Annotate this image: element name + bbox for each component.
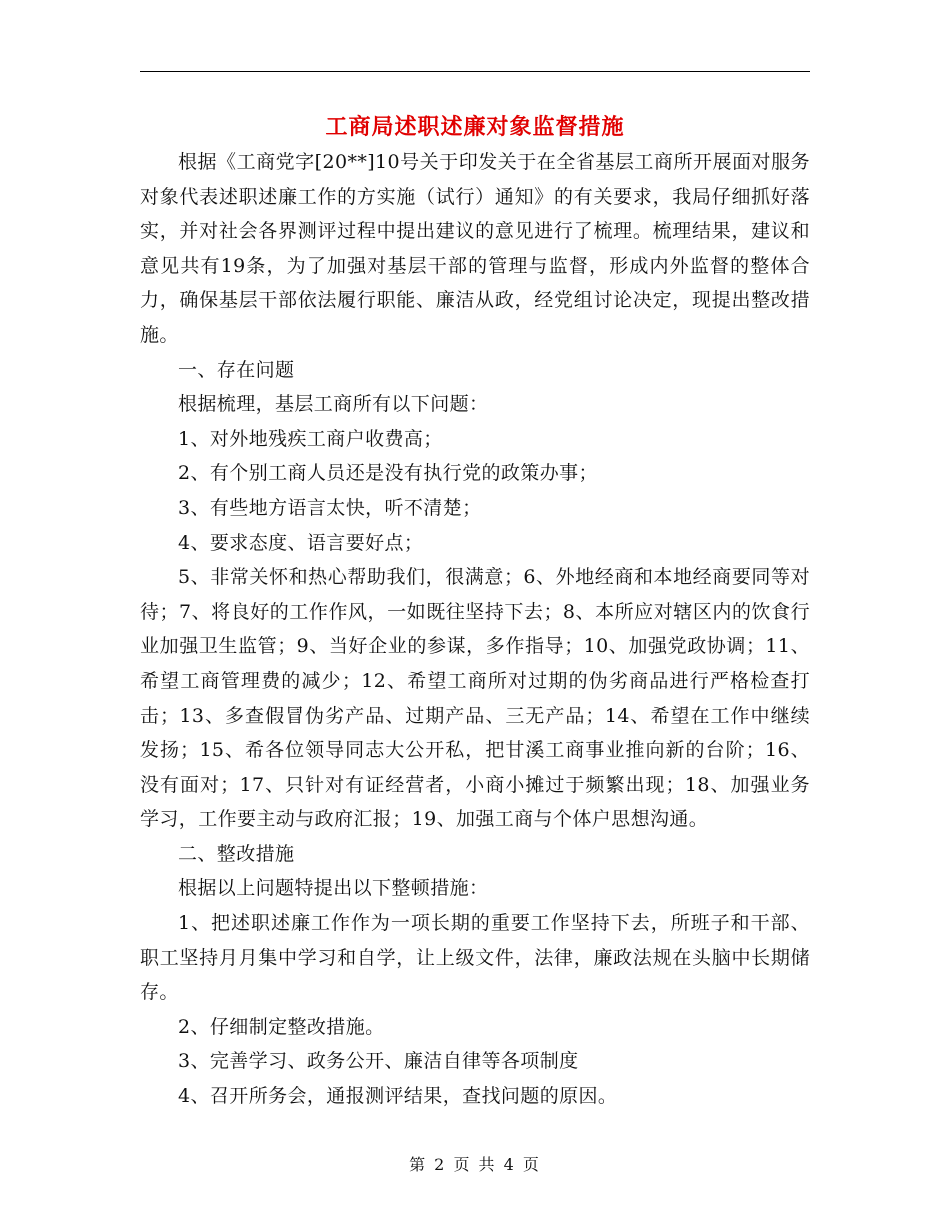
list-item: 1、把述职述廉工作作为一项长期的重要工作坚持下去，所班子和干部、职工坚持月月集中学习和自学，让上级文件，法律，廉政法规在头脑中长期储存。	[140, 912, 810, 1004]
list-item: 5、非常关怀和热心帮助我们，很满意；6、外地经商和本地经商要同等对待；7、将良好的工作作风，一如既往坚持下去；8、本所应对辖区内的饮食行业加强卫生监管；9、当好企业的参谋，多作指导；10、加强党政协调；11、希望工商管理费的减少；12、希望工商所对过期的伪劣商品进行严格检查打击；13、多查假冒伪劣产品、过期产品、三无产品；14、希望在工作中继续发扬；15、希各位领导同志大公开私，把甘溪工商事业推向新的台阶；16、没有面对；17、只针对有证经营者，小商小摊过于频繁出现；18、加强业务学习，工作要主动与政府汇报；19、加强工商与个体户思想沟通。	[140, 566, 810, 831]
section-heading-problems: 一、存在问题	[178, 358, 295, 381]
list-item: 2、有个别工商人员还是没有执行党的政策办事；	[178, 462, 598, 485]
list-item: 4、召开所务会，通报测评结果，查找问题的原因。	[178, 1085, 618, 1108]
list-item: 2、仔细制定整改措施。	[178, 1015, 385, 1038]
paragraph: 根据梳理，基层工商所有以下问题：	[178, 393, 489, 416]
document-body	[140, 145, 810, 1114]
paragraph-intro: 根据《工商党字[20**]10号关于印发关于在全省基层工商所开展面对服务对象代表述职述廉工作的方实施（试行）通知》的有关要求，我局仔细抓好落实，并对社会各界测评过程中提出建议的意见进行了梳理。梳理结果，建议和意见共有19条，为了加强对基层干部的管理与监督，形成内外监督的整体合力，确保基层干部依法履行职能、廉洁从政，经党组讨论决定，现提出整改措施。	[140, 151, 810, 346]
list-item: 1、对外地残疾工商户收费高；	[178, 427, 443, 450]
document-title: 工商局述职述廉对象监督措施	[325, 114, 625, 140]
section-heading-measures: 二、整改措施	[178, 842, 295, 865]
list-item: 3、有些地方语言太快，听不清楚；	[178, 496, 482, 519]
list-item: 3、完善学习、政务公开、廉洁自律等各项制度	[178, 1050, 579, 1073]
list-item: 4、要求态度、语言要好点；	[178, 531, 424, 554]
paragraph: 根据以上问题特提出以下整顿措施：	[178, 877, 489, 900]
header-rule	[140, 71, 810, 72]
page-number: 第 2 页 共 4 页	[409, 1155, 541, 1174]
